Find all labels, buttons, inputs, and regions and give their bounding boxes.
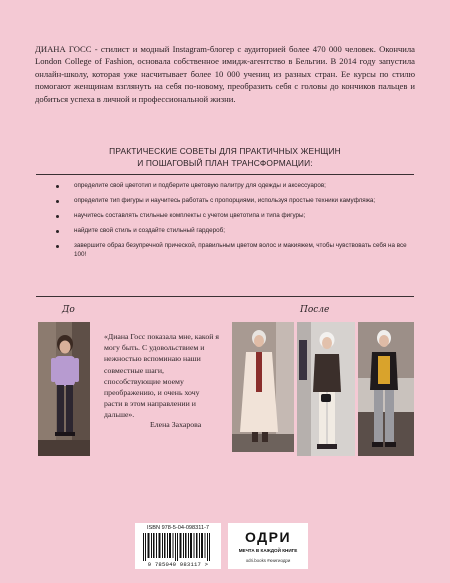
testimonial-quote: «Диана Госс показала мне, какой я могу быть. С удовольствием и нежностью вспоминаю наши совместные шаги, способствующие моему преображению, и очень хочу расти в этом направлении и дальше». <box>104 332 219 420</box>
publisher-logo: ОДРИ <box>244 529 292 545</box>
isbn-number: ISBN 978-5-04-098311-7 <box>146 525 210 531</box>
book-subtitle <box>60 146 390 169</box>
author-intro <box>35 43 415 105</box>
before-photo <box>38 322 90 456</box>
barcode-box <box>135 523 221 569</box>
after-photo-jacket <box>297 322 355 456</box>
author-bio: - стилист и модный Instagram-блогер с аудиторией более 470 000 человек. Окончила London College of Fashion, основала собственное имидж-агентство в Бельгии. В 2014 году запустила онлайн-школу, которая уже насчитывает более 10 000 учениц из разных стран. Ее курсы по стилю помогают женщинам взглянуть на себя по-новому, преобразить себя с головы до кончиков пальцев и добиться успеха в личной и профессиональной жизни. <box>35 44 415 104</box>
author-name: ДИАНА ГОСС <box>35 44 92 54</box>
testimonial-author: Елена Захарова <box>150 420 202 429</box>
barcode-bars <box>143 533 213 561</box>
publisher-site: odri.books #книгиодри <box>245 558 291 563</box>
after-photo-sequins <box>358 322 414 456</box>
subtitle-line-2: И ПОШАГОВЫЙ ПЛАН ТРАНСФОРМАЦИИ: <box>137 157 313 168</box>
tip-item: завершите образ безупречной прической, правильным цветом волос и макияжем, чтобы чувствовать себя на все 100! <box>36 242 414 259</box>
divider-top <box>36 174 414 175</box>
tip-item: найдите свой стиль и создайте стильный гардероб; <box>36 227 414 236</box>
publisher-tagline: МЕЧТА В КАЖДОЙ КНИГЕ <box>238 548 298 553</box>
divider-bottom <box>36 296 414 297</box>
tip-item: научитесь составлять стильные комплекты с учетом цветотипа и типа фигуры; <box>36 212 414 221</box>
publisher-logo-box <box>228 523 308 569</box>
tip-item: определите тип фигуры и научитесь работать с пропорциями, используя простые техники камуфляжа; <box>36 197 414 206</box>
tip-item: определите свой цветотип и подберите цветовую палитру для одежды и аксессуаров; <box>36 182 414 191</box>
after-label: После <box>300 305 330 315</box>
before-label: До <box>62 305 75 315</box>
subtitle-line-1: ПРАКТИЧЕСКИЕ СОВЕТЫ ДЛЯ ПРАКТИЧНЫХ ЖЕНЩИН <box>109 146 341 156</box>
after-photo-coat <box>232 322 294 452</box>
barcode-digits: 9 785040 983117 > <box>147 561 209 568</box>
tips-list <box>36 182 414 266</box>
